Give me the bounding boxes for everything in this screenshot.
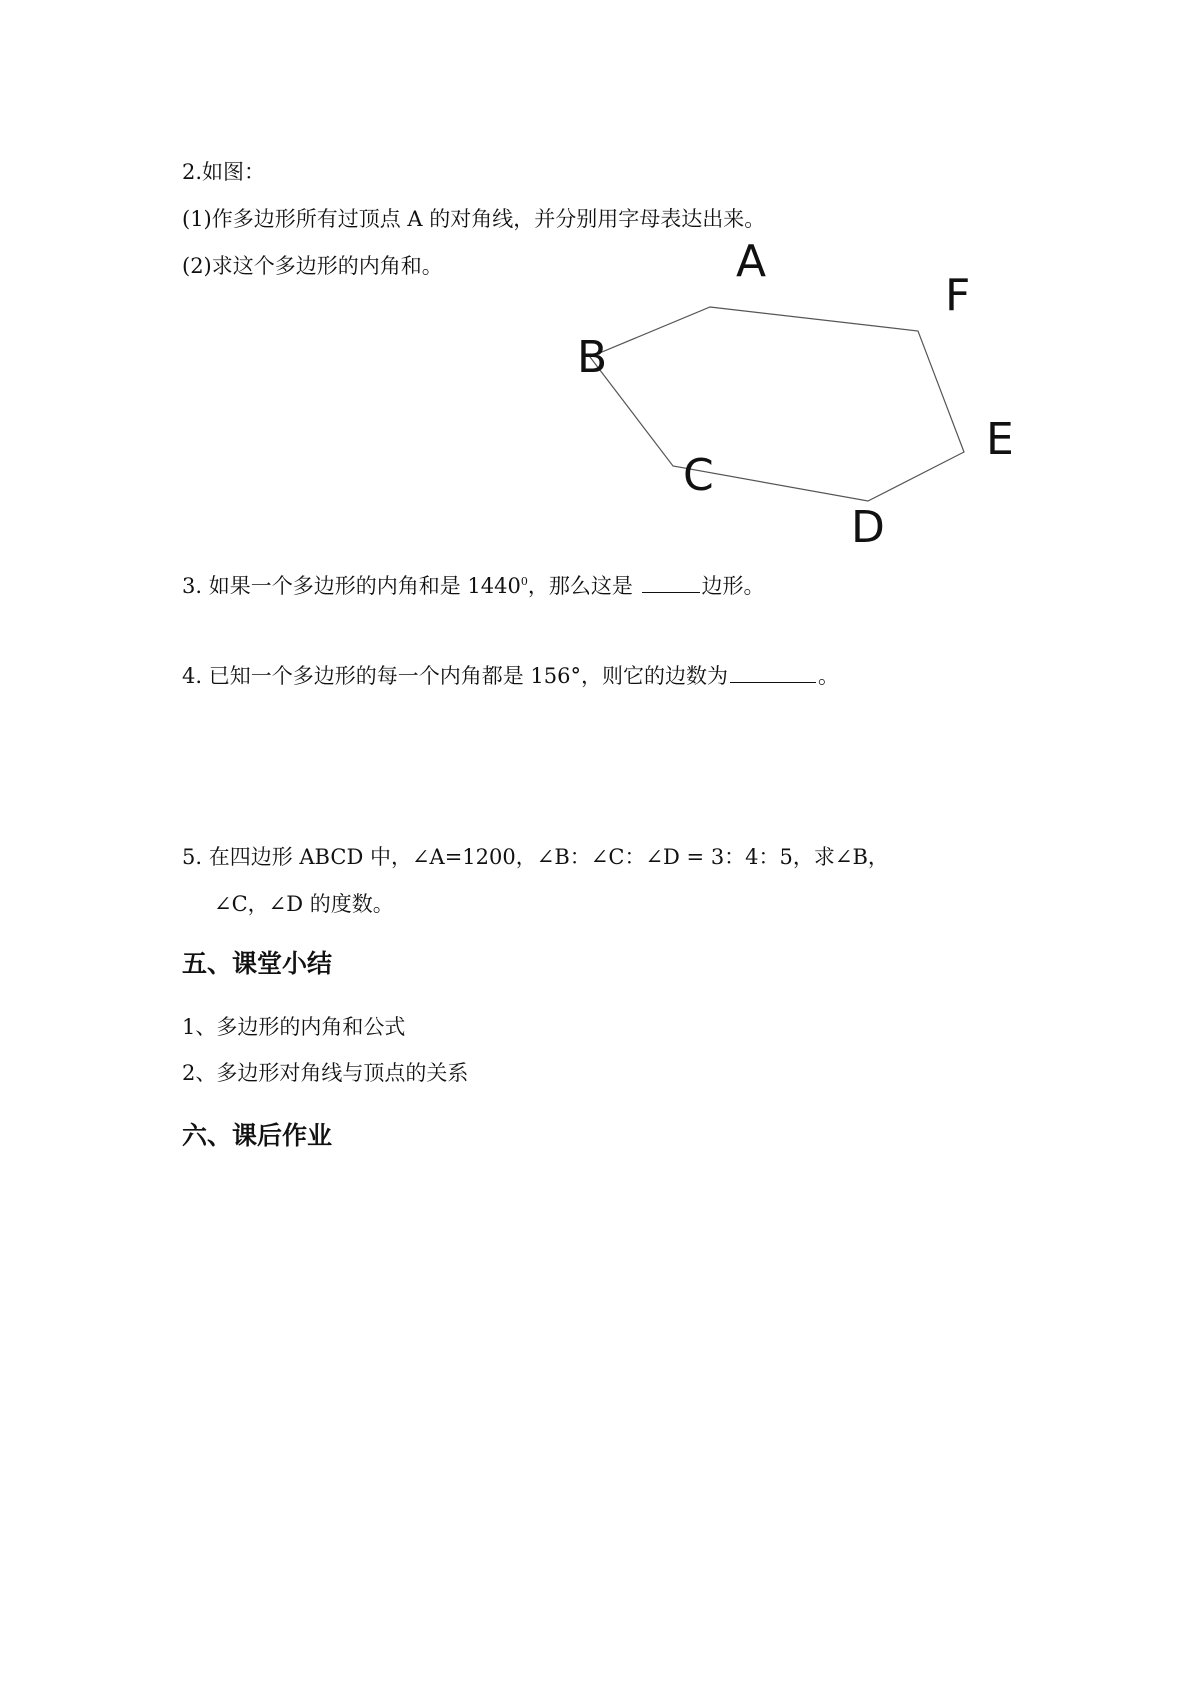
problem-2-part-2: (2)求这个多边形的内角和。 <box>182 254 443 278</box>
problem-5-line-1: 5. 在四边形 ABCD 中，∠A=1200，∠B：∠C：∠D = 3：4：5，求∠B， <box>182 845 889 869</box>
problem-2-title: 2.如图： <box>182 160 266 184</box>
vertex-label-c: C <box>683 450 714 501</box>
section-5-heading: 五、课堂小结 <box>182 949 333 978</box>
problem-5-line-2: ∠C，∠D 的度数。 <box>214 892 394 916</box>
section-6-heading: 六、课后作业 <box>182 1121 333 1150</box>
problem-4-answer-blank[interactable] <box>730 662 816 683</box>
problem-3-text-middle: ，那么这是 <box>527 574 640 598</box>
section-5-item-1: 1、多边形的内角和公式 <box>182 1015 406 1039</box>
vertex-label-b: B <box>577 332 608 383</box>
vertex-label-e: E <box>986 414 1014 465</box>
hexagon-figure <box>0 0 1191 560</box>
vertex-label-f: F <box>945 270 971 321</box>
problem-4 <box>182 662 839 690</box>
problem-3-superscript: 0 <box>520 575 528 588</box>
problem-3 <box>182 572 765 600</box>
hexagon-outline <box>590 307 964 501</box>
problem-2-part-1: (1)作多边形所有过顶点 A 的对角线，并分别用字母表达出来。 <box>182 207 766 231</box>
vertex-label-d: D <box>851 502 885 553</box>
problem-4-text-before: 4. 已知一个多边形的每一个内角都是 156°，则它的边数为 <box>182 664 728 688</box>
section-5-item-2: 2、多边形对角线与顶点的关系 <box>182 1061 469 1085</box>
problem-3-text-before: 3. 如果一个多边形的内角和是 1440 <box>182 574 521 598</box>
problem-3-text-after: 边形。 <box>701 574 765 598</box>
problem-4-text-after: 。 <box>817 664 839 688</box>
problem-3-answer-blank[interactable] <box>642 572 700 593</box>
vertex-label-a: A <box>736 236 767 287</box>
